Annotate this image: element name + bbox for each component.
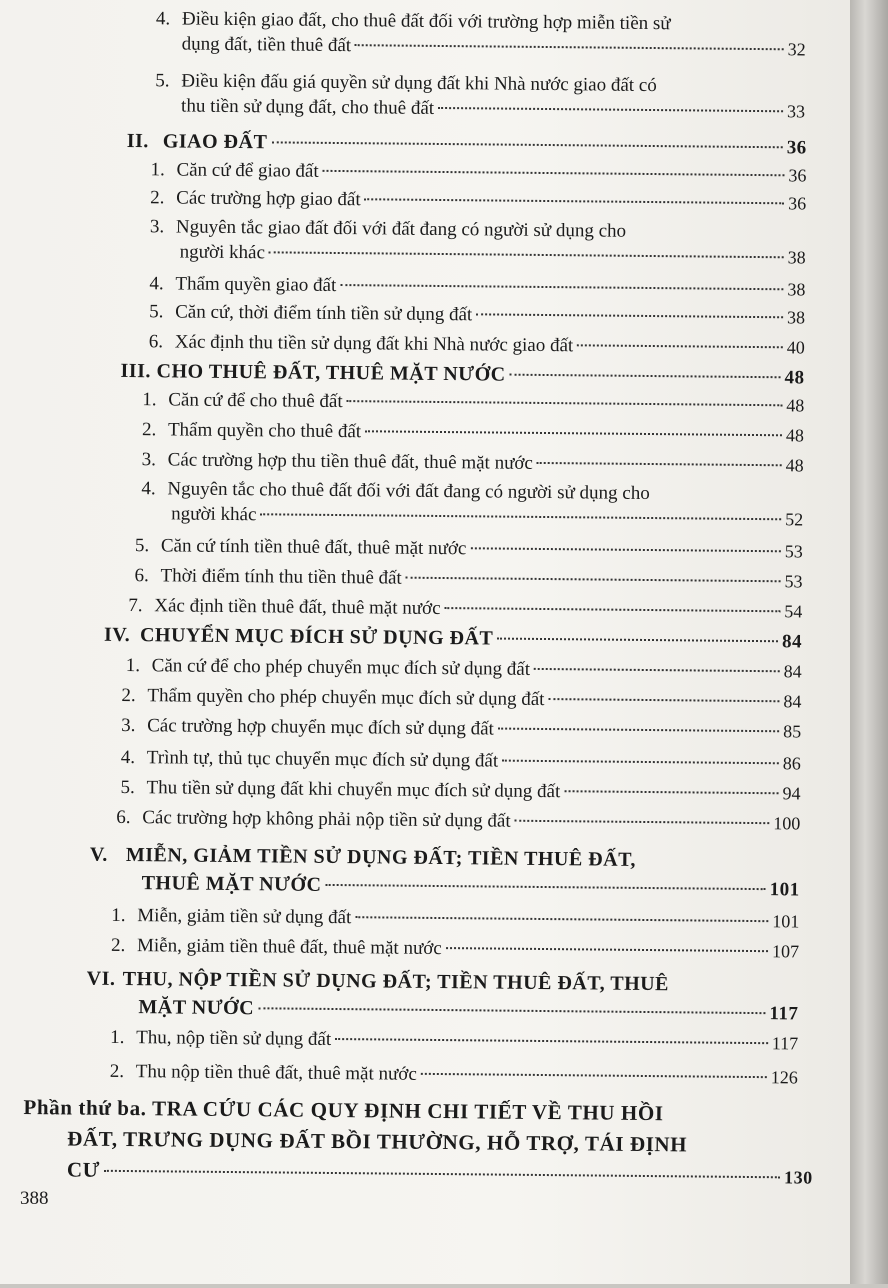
toc-entry [126, 653, 802, 684]
toc-entry [110, 1025, 798, 1057]
toc-entry-number: 1. [125, 654, 141, 677]
toc-entry-number: IV. [103, 623, 131, 647]
toc-entry [149, 329, 805, 360]
toc-entry-title: Các trường hợp không phải nộp tiền sử dụng đất [142, 807, 511, 832]
toc-entry-number: 2. [121, 684, 136, 707]
toc-entry-page: 130 [783, 1167, 813, 1188]
toc-entry [150, 215, 806, 270]
toc-entry-page: 36 [788, 165, 807, 186]
toc-entry-title-line1: Nguyên tắc cho thuê đất đối với đất đang có người sử dụng cho [167, 478, 650, 505]
toc-entry [141, 477, 803, 532]
dot-leader [406, 577, 781, 583]
toc-entry [121, 713, 801, 745]
dot-leader [537, 462, 782, 466]
toc-entry-page: 48 [786, 395, 805, 416]
toc-entry-number: 5. [155, 70, 170, 92]
toc-entry-page: 32 [787, 39, 806, 60]
toc-entry [150, 185, 806, 216]
toc-entry-page: 38 [787, 307, 806, 328]
toc-entry-title-line1: Điều kiện giao đất, cho thuê đất đối với trường hợp miễn tiền sử [181, 8, 671, 35]
toc-entry-title: Thời điểm tính thu tiền thuê đất [160, 565, 402, 589]
toc-entry-page: 48 [784, 367, 805, 389]
toc-entry-title: Miễn, giảm tiền thuê đất, thuê mặt nước [136, 935, 442, 960]
toc-entry-number: 5. [120, 776, 135, 799]
toc-entry-title-line1: MIỄN, GIẢM TIỀN SỬ DỤNG ĐẤT; TIỀN THUÊ ĐẤT, [125, 843, 637, 871]
toc-entry-page: 100 [773, 813, 801, 834]
toc-entry-page: 84 [781, 631, 803, 653]
toc-entry-page: 40 [786, 337, 805, 358]
part-title-line1: Phần thứ ba. TRA CỨU CÁC QUY ĐỊNH CHI TIẾT VỀ THU HỒI [23, 1095, 664, 1126]
toc-entry [111, 933, 799, 965]
toc-entry [142, 387, 804, 418]
toc-entry-title: Căn cứ, thời điểm tính tiền sử dụng đất [175, 301, 473, 326]
toc-entry-title-line1: Nguyên tắc giao đất đối với đất đang có người sử dụng cho [175, 216, 627, 242]
dot-leader [470, 547, 780, 552]
dot-leader [260, 513, 781, 520]
dot-leader [258, 1007, 765, 1014]
toc-entry-title: Thẩm quyền cho thuê đất [167, 419, 362, 443]
toc-entry-title: Các trường hợp thu tiền thuê đất, thuê mặt nước [167, 449, 534, 474]
toc-entry-number: 5. [134, 535, 150, 557]
toc-entry-title: Trình tự, thủ tục chuyển mục đích sử dụng đất [146, 747, 499, 772]
toc-entry-title: Thu tiền sử dụng đất khi chuyển mục đích sử dụng đất [146, 777, 561, 803]
toc-entry-page: 107 [771, 941, 800, 962]
toc-entry-title: người khác [179, 241, 266, 264]
toc-entry-title: Miễn, giảm tiền sử dụng đất [137, 905, 352, 929]
dot-leader [421, 1073, 767, 1078]
toc-entry-number: 5. [149, 301, 164, 323]
toc-entry-number: 4. [141, 478, 156, 500]
dot-leader [340, 284, 783, 290]
dot-leader [534, 668, 780, 672]
toc-part-heading [23, 1092, 814, 1194]
dot-leader [445, 607, 781, 612]
toc-entry-title: CHUYỂN MỤC ĐÍCH SỬ DỤNG ĐẤT [139, 624, 494, 650]
toc-entry [156, 7, 806, 62]
toc-entry-page: 48 [785, 425, 805, 446]
toc-entry-page: 101 [772, 911, 800, 932]
dot-leader [438, 107, 783, 112]
dot-leader [323, 170, 785, 176]
toc-entry-page: 117 [771, 1033, 799, 1054]
dot-leader [498, 728, 779, 733]
toc-entry-title: Thu nộp tiền thuê đất, thuê mặt nước [135, 1061, 417, 1085]
toc-entry-number: 2. [110, 934, 126, 956]
toc-entry-title: Thẩm quyền cho phép chuyển mục đích sử dụng đất [147, 685, 545, 711]
toc-entry [150, 157, 806, 188]
dot-leader [502, 760, 779, 765]
toc-entry-title: người khác [171, 503, 257, 526]
toc-entry-number: 6. [134, 565, 149, 587]
toc-entry-page: 52 [785, 509, 804, 530]
toc-entry-title: CHO THUÊ ĐẤT, THUÊ MẶT NƯỚC [156, 360, 506, 386]
toc-entry [149, 271, 805, 302]
toc-entry-title: Thẩm quyền giao đất [175, 273, 337, 296]
toc-entry-page: 84 [783, 661, 802, 682]
toc-entry-page: 36 [788, 193, 807, 214]
toc-entry-title: Các trường hợp chuyển mục đích sử dụng đất [147, 715, 494, 740]
dot-leader [355, 44, 784, 50]
toc-entry-number: 1. [110, 1026, 125, 1048]
toc-entry [134, 563, 802, 594]
toc-entry-number: 2. [109, 1060, 125, 1082]
toc-entry-page: 38 [787, 247, 806, 268]
part-title-line2: ĐẤT, TRƯNG DỤNG ĐẤT BỒI THƯỜNG, HỖ TRỢ, TÁI ĐỊNH [67, 1126, 688, 1157]
toc-entry-number: III. [120, 359, 152, 383]
toc-entry-title: Xác định tiền thuê đất, thuê mặt nước [154, 595, 441, 620]
toc-entry-number: 6. [148, 331, 164, 353]
dot-leader [335, 1038, 768, 1044]
toc-entry [135, 533, 803, 564]
toc-section-heading [90, 843, 800, 903]
dot-leader [548, 698, 779, 702]
toc-entry-title: Căn cứ để giao đất [176, 159, 319, 182]
dot-leader [497, 638, 778, 643]
toc-entry-title: THUÊ MẶT NƯỚC [141, 872, 322, 896]
toc-entry-page: 36 [786, 137, 807, 159]
toc-entry [120, 775, 800, 807]
dot-leader [325, 884, 765, 890]
toc-entry-number: 3. [149, 216, 165, 238]
toc-entry-title: GIAO ĐẤT [162, 130, 268, 154]
dot-leader [271, 141, 782, 148]
toc-entry-number: 4. [155, 8, 171, 30]
toc-entry [116, 805, 800, 837]
toc-entry [155, 69, 805, 124]
toc-entry-number: 4. [149, 273, 164, 295]
dot-leader [446, 947, 768, 952]
toc-entry [149, 299, 805, 330]
toc-entry-title: Căn cứ tính tiền thuê đất, thuê mặt nước [160, 535, 467, 560]
toc-entry-title: dụng đất, tiền thuê đất [181, 33, 352, 57]
toc-entry-page: 38 [787, 279, 806, 300]
dot-leader [564, 790, 778, 794]
toc-entry [121, 745, 801, 777]
toc-entry [121, 683, 801, 715]
toc-entry-page: 117 [769, 1003, 799, 1025]
toc-entry-number: 1. [111, 904, 126, 926]
dot-leader [515, 820, 770, 824]
toc-section-heading [104, 623, 802, 655]
dot-leader [577, 344, 783, 348]
toc-entry-page: 48 [785, 455, 804, 476]
dot-leader [104, 1170, 780, 1178]
toc-entry [111, 903, 799, 935]
toc-entry-page: 54 [784, 601, 803, 622]
toc-entry-title: thu tiền sử dụng đất, cho thuê đất [181, 95, 435, 119]
toc-entry-title: Thu, nộp tiền sử dụng đất [136, 1027, 332, 1050]
toc-entry-number: 3. [121, 714, 136, 737]
toc-entry-page: 94 [782, 783, 801, 804]
toc-entry-title-line1: THU, NỘP TIỀN SỬ DỤNG ĐẤT; TIỀN THUÊ ĐẤT, THUÊ [122, 967, 670, 996]
toc-entry [142, 417, 804, 448]
toc-entry-number: 6. [116, 806, 131, 829]
toc-entry-page: 53 [784, 571, 803, 592]
toc-entry-page: 33 [786, 101, 806, 122]
toc-section-heading [127, 129, 807, 161]
toc-entry-number: VI. [86, 967, 116, 990]
toc-entry-title: Căn cứ để cho phép chuyển mục đích sử dụng đất [151, 655, 531, 680]
toc-section-heading [86, 967, 798, 1027]
toc-entry [128, 593, 802, 624]
toc-entry-title: Các trường hợp giao đất [176, 187, 361, 211]
toc-section-heading [120, 359, 804, 391]
toc-entry-number: 7. [128, 595, 143, 617]
toc-entry-number: 1. [142, 389, 157, 411]
page-number: 388 [20, 1188, 49, 1209]
dot-leader [476, 313, 783, 318]
dot-leader [365, 430, 782, 436]
toc-entry-number: 1. [150, 159, 165, 181]
toc-entry-page: 85 [783, 721, 802, 742]
part-title-line3: CƯ [66, 1157, 101, 1182]
toc-entry-page: 53 [784, 541, 803, 562]
dot-leader [355, 916, 768, 922]
toc-entry [142, 447, 804, 478]
toc-entry [110, 1059, 798, 1091]
toc-entry-page: 101 [769, 879, 800, 901]
dot-leader [347, 400, 783, 406]
toc-entry-title: Xác định thu tiền sử dụng đất khi Nhà nước giao đất [174, 331, 574, 357]
toc-entry-page: 86 [782, 753, 801, 774]
toc-entry-page: 84 [783, 691, 802, 712]
toc-entry-number: II. [126, 129, 149, 153]
toc-entry-number: 2. [150, 187, 165, 209]
toc-entry-number: V. [89, 843, 108, 866]
toc-entry-number: 4. [120, 746, 136, 769]
toc-entry-title: MẶT NƯỚC [138, 996, 255, 1020]
toc-entry-number: 3. [141, 449, 157, 471]
dot-leader [510, 374, 781, 379]
page-edge [850, 0, 888, 1284]
toc-entry-title-line1: Điều kiện đấu giá quyền sử dụng đất khi Nhà nước giao đất có [181, 70, 657, 97]
toc-entry-title: Căn cứ để cho thuê đất [168, 389, 343, 413]
toc-entry-page: 126 [770, 1067, 798, 1088]
dot-leader [365, 198, 785, 204]
dot-leader [269, 251, 784, 258]
toc-entry-number: 2. [141, 419, 157, 441]
